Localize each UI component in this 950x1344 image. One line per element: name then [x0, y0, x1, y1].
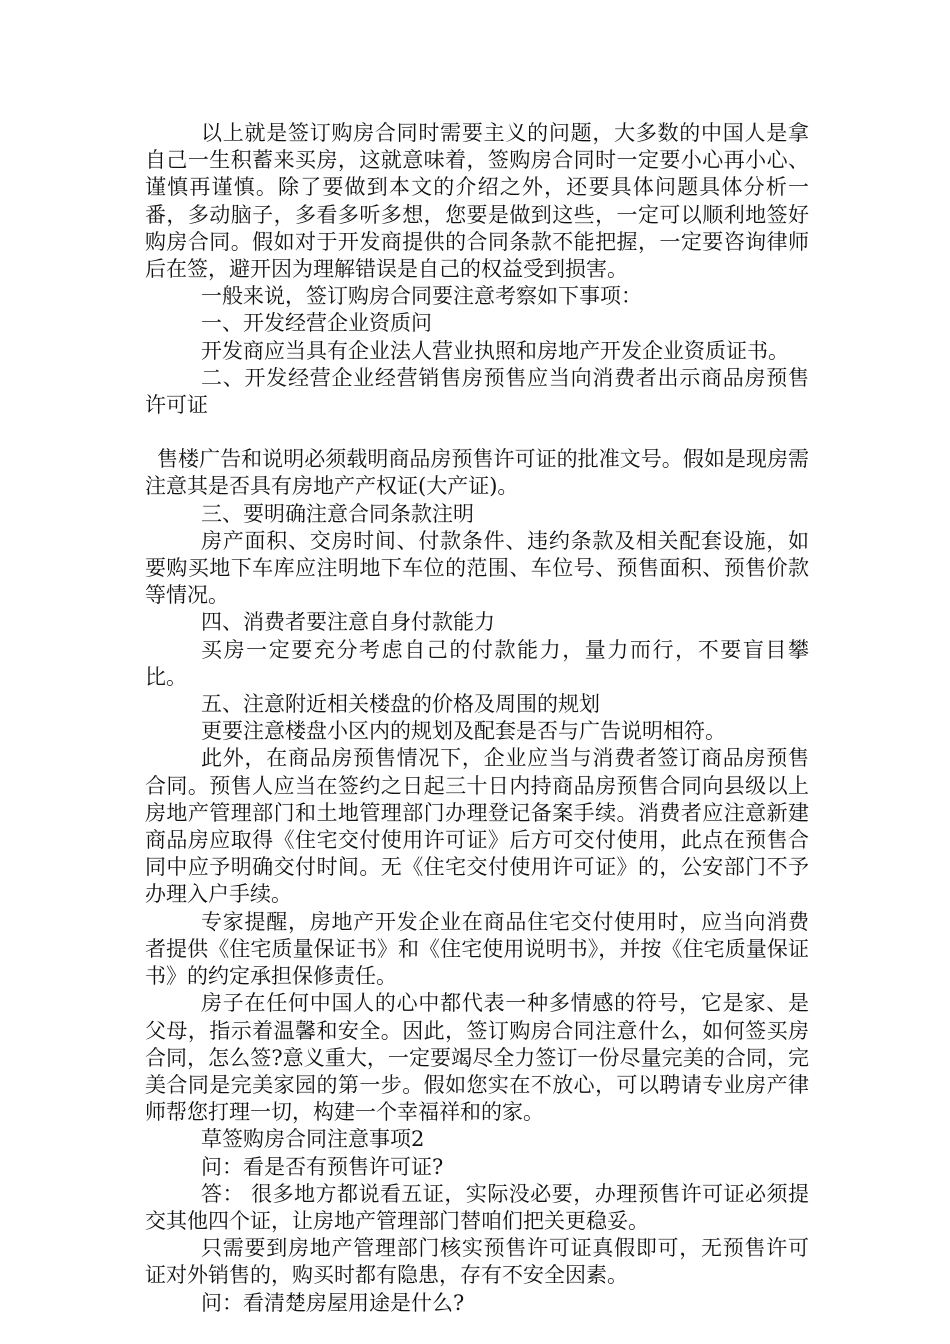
document-body [145, 120, 809, 1317]
blank-line [145, 419, 809, 446]
answer-1: 答： 很多地方都说看五证，实际没必要，办理预售许可证必须提交其他四个证，让房地产管理部门替咱们把关更稳妥。 [145, 1181, 809, 1233]
paragraph-item-1: 开发商应当具有企业法人营业执照和房地产开发企业资质证书。 [201, 338, 789, 363]
question-2: 问：看清楚房屋用途是什么? [201, 1290, 465, 1315]
paragraph-item-2: 售楼广告和说明必须载明商品房预售许可证的批准文号。假如是现房需注意其是否具有房地产产权证(大产证)。 [145, 447, 809, 499]
heading-item-4: 四、消费者要注意自身付款能力 [201, 610, 495, 635]
paragraph-expert: 专家提醒，房地产开发企业在商品住宅交付使用时，应当向消费者提供《住宅质量保证书》和《住宅使用说明书》，并按《住宅质量保证书》的约定承担保修责任。 [145, 909, 809, 989]
heading-item-1: 一、开发经营企业资质问 [201, 311, 432, 336]
paragraph-summary: 以上就是签订购房合同时需要主义的问题，大多数的中国人是拿自己一生积蓄来买房，这就意味着，签购房合同时一定要小心再小心、谨慎再谨慎。除了要做到本文的介绍之外，还要具体问题具体分析一番，多动脑子，多看多听多想，您要是做到这些，一定可以顺利地签好购房合同。假如对于开发商提供的合同条款不能把握，一定要咨询律师后在签，避开因为理解错误是自己的权益受到损害。 [145, 121, 809, 282]
heading-item-3: 三、要明确注意合同条款注明 [201, 501, 474, 526]
paragraph-intro: 一般来说，签订购房合同要注意考察如下事项： [201, 284, 642, 309]
question-1: 问：看是否有预售许可证? [201, 1154, 444, 1179]
heading-item-2: 二、开发经营企业经营销售房预售应当向消费者出示商品房预售许可证 [145, 365, 809, 418]
answer-1-continued: 只需要到房地产管理部门核实预售许可证真假即可，无预售许可证对外销售的，购买时都有隐患，存有不安全因素。 [145, 1236, 809, 1288]
section-title-2: 草签购房合同注意事项2 [201, 1127, 425, 1152]
paragraph-presale: 此外，在商品房预售情况下，企业应当与消费者签订商品房预售合同。预售人应当在签约之日起三十日内持商品房预售合同向县级以上房地产管理部门和土地管理部门办理登记备案手续。消费者应注意新建商品房应取得《住宅交付使用许可证》后方可交付使用，此点在预售合同中应予明确交付时间。无《住宅交付使用许可证》的，公安部门不予办理入户手续。 [145, 746, 809, 907]
heading-item-5: 五、注意附近相关楼盘的价格及周围的规划 [201, 692, 600, 717]
paragraph-item-5: 更要注意楼盘小区内的规划及配套是否与广告说明相符。 [201, 719, 726, 744]
paragraph-item-3: 房产面积、交房时间、付款条件、违约条款及相关配套设施，如要购买地下车库应注明地下车位的范围、车位号、预售面积、预售价款等情况。 [145, 528, 809, 608]
paragraph-item-4: 买房一定要充分考虑自己的付款能力，量力而行，不要盲目攀比。 [145, 637, 809, 689]
paragraph-home: 房子在任何中国人的心中都代表一种多情感的符号，它是家、是父母，指示着温馨和安全。因此，签订购房合同注意什么，如何签买房合同，怎么签?意义重大，一定要竭尽全力签订一份尽量完美的合同，完美合同是完美家园的第一步。假如您实在不放心，可以聘请专业房产律师帮您打理一切，构建一个幸福祥和的家。 [145, 991, 809, 1125]
